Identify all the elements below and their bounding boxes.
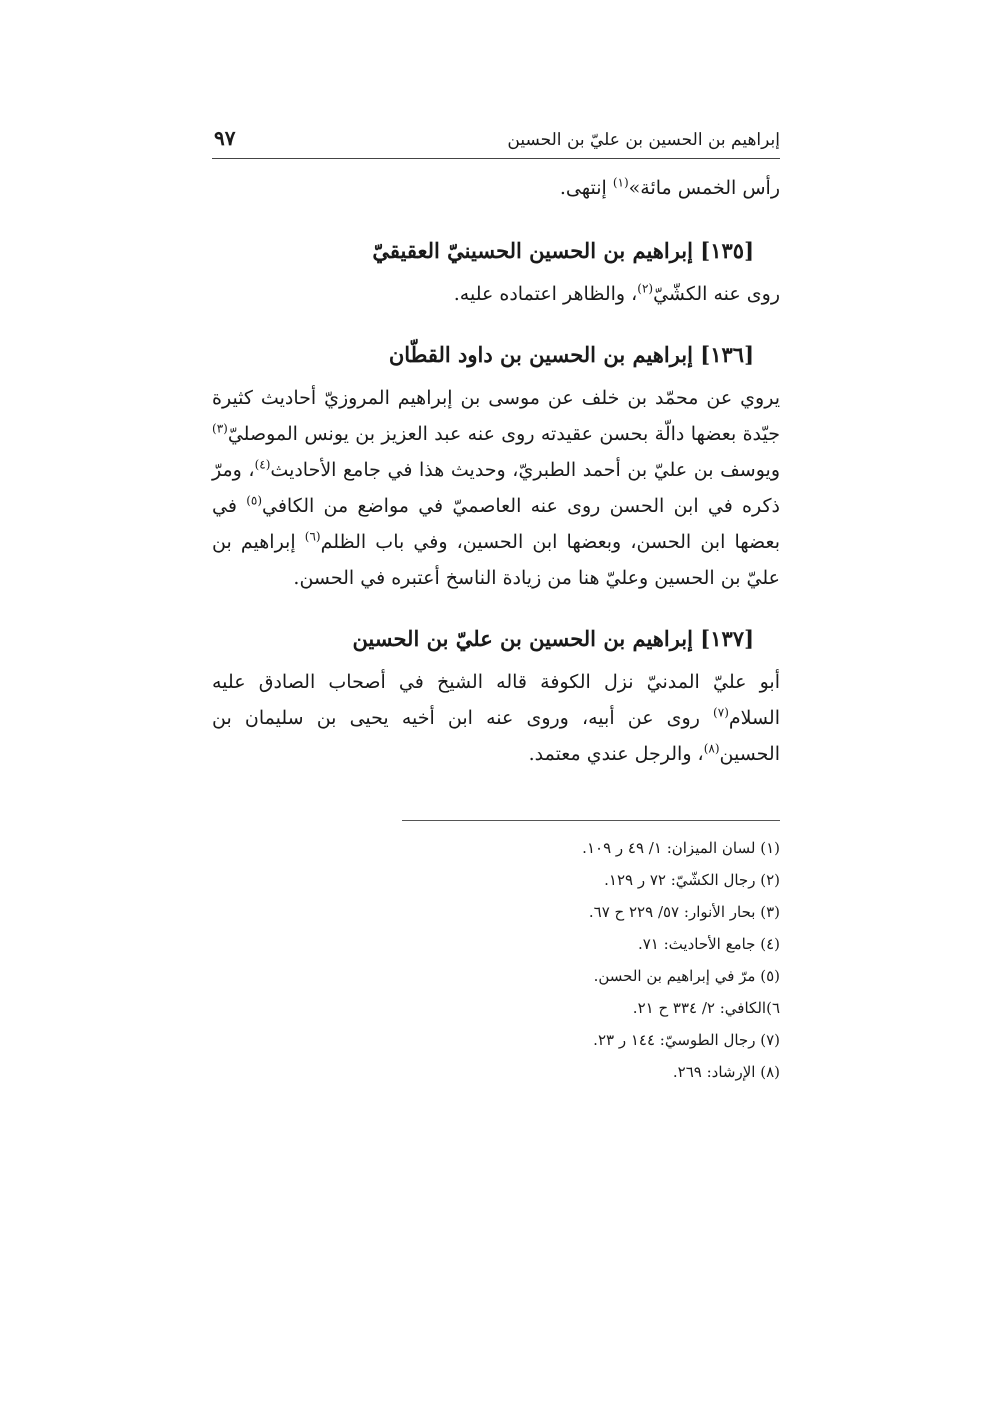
body-text: روى عنه الكشّيّ: [653, 283, 780, 305]
body-text: إبراهيم بن عليّ بن الحسين وعليّ هنا من زيادة الناسخ أعتبره في الحسن.: [212, 531, 780, 589]
intro-tail: إنتهى.: [559, 177, 613, 199]
footnote-ref: (٦): [304, 529, 321, 544]
intro-paragraph: [212, 170, 780, 206]
footnotes-list: [212, 832, 780, 1088]
body-text: روى عن أبيه، وروى عنه ابن أخيه يحيى بن سليمان بن الحسين: [212, 707, 780, 765]
entry-heading: [١٣٦] إبراهيم بن الحسين بن داود القطّان: [388, 342, 754, 367]
entry-body: [212, 380, 780, 596]
footnote: (٣) بحار الأنوار: ٥٧/ ٢٢٩ ح ٦٧.: [588, 903, 780, 921]
body-text: في بعضها ابن الحسن، وبعضها ابن الحسين، وفي باب الظلم: [212, 495, 780, 553]
entry-heading: [١٣٥] إبراهيم بن الحسين الحسينيّ العقيقيّ: [372, 238, 754, 263]
page-header: [212, 118, 780, 159]
footnote: (٨) الإرشاد: ٢٦٩.: [672, 1063, 780, 1081]
entry-136: [212, 338, 780, 596]
body-text: ، والظاهر اعتماده عليه.: [453, 283, 638, 305]
footnote-ref: (٤): [254, 457, 271, 472]
body-text: أبو عليّ المدنيّ نزل الكوفة قاله الشيخ في أصحاب الصادق عليه السلام: [212, 671, 780, 729]
entry-135: [212, 234, 780, 312]
footnote-ref: (٢): [637, 281, 654, 296]
footnote: (٥) مرّ في إبراهيم بن الحسن.: [593, 967, 780, 985]
footnote-separator: [402, 820, 780, 821]
entry-body: [212, 664, 780, 772]
footnote-ref: (٧): [713, 705, 729, 720]
main-text: [212, 170, 780, 788]
footnote: (٧) رجال الطوسيّ: ١٤٤ ر ٢٣.: [593, 1031, 780, 1049]
entry-heading: [١٣٧] إبراهيم بن الحسين بن عليّ بن الحسين: [352, 626, 754, 651]
entry-body: [212, 276, 780, 312]
footnote: (١) لسان الميزان: ١/ ٤٩ ر ١٠٩.: [582, 839, 780, 857]
body-text: ويوسف بن عليّ بن أحمد الطبريّ، وحديث هذا في جامع الأحاديث: [270, 459, 780, 481]
footnote: ٦)الكافي: ٢/ ٣٣٤ ح ٢١.: [632, 999, 780, 1017]
footnote-ref: (٥): [246, 493, 263, 508]
footnote-ref: (٨): [703, 741, 720, 756]
body-text: يروي عن محمّد بن خلف عن موسى بن إبراهيم المروزيّ أحاديث كثيرة جيّدة بعضها دالّة بحسن عقيدته روى عنه عبد العزيز بن يونس الموصليّ: [212, 387, 780, 445]
running-title: إبراهيم بن الحسين بن عليّ بن الحسين: [507, 130, 780, 150]
body-text: ، والرجل عندي معتمد.: [528, 743, 704, 765]
intro-text: رأس الخمس مائة»: [628, 177, 780, 199]
footnote: (٢) رجال الكشّيّ: ٧٢ ر ١٢٩.: [604, 871, 780, 889]
footnote: (٤) جامع الأحاديث: ٧١.: [637, 935, 780, 953]
entry-137: [212, 622, 780, 772]
footnote-ref: (١): [612, 175, 629, 190]
body-text: ، ومرّ ذكره في ابن الحسن روى عنه العاصميّ في مواضع من الكافي: [212, 459, 780, 517]
page-number: ٩٧: [214, 126, 236, 150]
footnote-ref: (٣): [212, 421, 228, 436]
